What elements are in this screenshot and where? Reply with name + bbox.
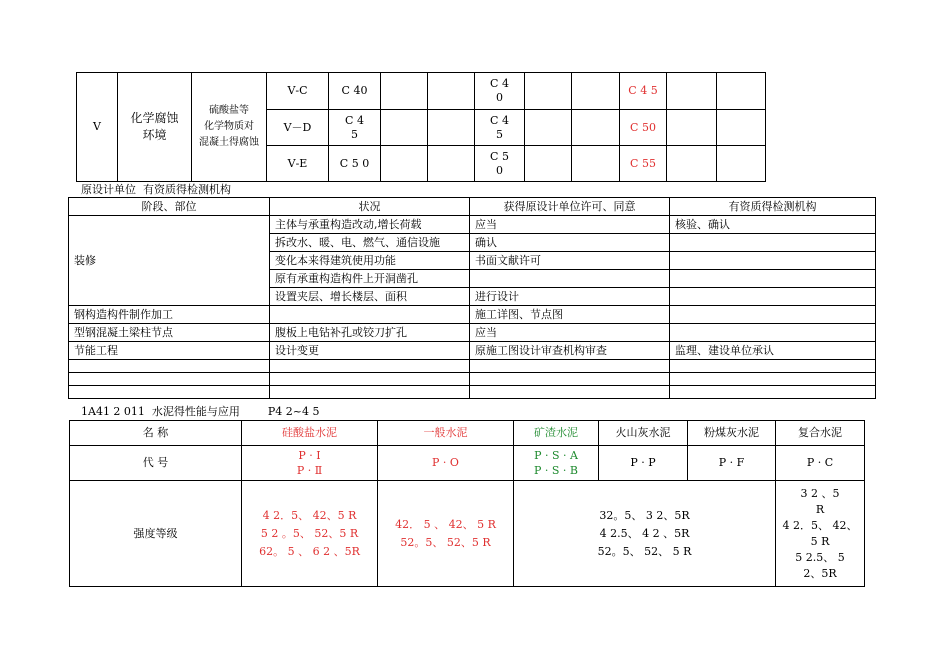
status-cell: 腹板上电钻补孔或铰刀扩孔 bbox=[270, 324, 470, 342]
concrete-grade-table bbox=[76, 72, 766, 182]
env-name: 化学腐蚀 环境 bbox=[118, 73, 192, 182]
strength-ordinary: 42． 5 、 42、 5 R 52。5、 52、5 R bbox=[378, 481, 514, 587]
cement-code: P · S · A P · S · B bbox=[514, 446, 599, 481]
cement-code: P · F bbox=[688, 446, 776, 481]
grade-code: Ⅴ-C bbox=[267, 73, 329, 110]
header-permit: 获得原设计单位许可、同意 bbox=[470, 198, 670, 216]
permit-cell: 应当 bbox=[470, 324, 670, 342]
cement-code: P · Ⅰ P · Ⅱ bbox=[242, 446, 378, 481]
status-cell: 拆改水、暖、电、燃气、通信设施 bbox=[270, 234, 470, 252]
status-cell: 原有承重构造构件上开洞凿孔 bbox=[270, 270, 470, 288]
stage-cell: 钢构造构件制作加工 bbox=[69, 306, 270, 324]
grade-value: C 5 0 bbox=[475, 146, 525, 182]
stage-cell: 节能工程 bbox=[69, 342, 270, 360]
permit-cell: 施工详图、节点图 bbox=[470, 306, 670, 324]
status-cell: 设置夹层、增长楼层、面积 bbox=[270, 288, 470, 306]
permit-cell: 进行设计 bbox=[470, 288, 670, 306]
empty-cell bbox=[69, 360, 270, 373]
cement-name: 复合水泥 bbox=[776, 421, 865, 446]
caption-cement-section: 1A41 2 011 水泥得性能与应用 P4 2~4 5 bbox=[81, 405, 320, 418]
header-status: 状况 bbox=[270, 198, 470, 216]
cement-code: P · C bbox=[776, 446, 865, 481]
grade-value: C 4 5 bbox=[329, 110, 381, 146]
stage-cell: 型钢混凝土梁柱节点 bbox=[69, 324, 270, 342]
empty-cell bbox=[69, 373, 270, 386]
empty-cell bbox=[69, 386, 270, 399]
permit-cell: 确认 bbox=[470, 234, 670, 252]
permit-cell: 书面文献许可 bbox=[470, 252, 670, 270]
row-label-name: 名 称 bbox=[70, 421, 242, 446]
strength-silicate: 4 2．5、 42、5 R 5 2 。5、 52、5 R 62。 5 、 6 2 、5R bbox=[242, 481, 378, 587]
grade-value: C 50 bbox=[620, 110, 667, 146]
agency-cell bbox=[670, 288, 876, 306]
agency-cell bbox=[670, 234, 876, 252]
header-agency: 有资质得检测机构 bbox=[670, 198, 876, 216]
cement-name: 火山灰水泥 bbox=[599, 421, 688, 446]
status-cell: 设计变更 bbox=[270, 342, 470, 360]
env-description: 硫酸盐等 化学物质对 混凝土得腐蚀 bbox=[192, 73, 267, 182]
cement-properties-table bbox=[69, 420, 865, 587]
agency-cell bbox=[670, 306, 876, 324]
cement-name: 一般水泥 bbox=[378, 421, 514, 446]
agency-cell: 监理、建设单位承认 bbox=[670, 342, 876, 360]
agency-cell bbox=[670, 270, 876, 288]
cement-code: P · P bbox=[599, 446, 688, 481]
permit-cell bbox=[470, 270, 670, 288]
agency-cell: 核验、确认 bbox=[670, 216, 876, 234]
row-label-code: 代 号 bbox=[70, 446, 242, 481]
grade-value: C 4 5 bbox=[475, 110, 525, 146]
cement-code: P · O bbox=[378, 446, 514, 481]
cement-name: 硅酸盐水泥 bbox=[242, 421, 378, 446]
status-cell: 变化本来得建筑使用功能 bbox=[270, 252, 470, 270]
header-stage: 阶段、部位 bbox=[69, 198, 270, 216]
permit-cell: 应当 bbox=[470, 216, 670, 234]
permit-cell: 原施工图设计审查机构审查 bbox=[470, 342, 670, 360]
status-cell bbox=[270, 306, 470, 324]
grade-code: Ⅴ－D bbox=[267, 110, 329, 146]
renovation-permit-table bbox=[68, 197, 876, 399]
env-grade: Ⅴ bbox=[77, 73, 118, 182]
agency-cell bbox=[670, 252, 876, 270]
strength-composite: 3 2 、5 R 4 2．5、 42、 5 R 5 2.5、 5 2、5R bbox=[776, 481, 865, 587]
agency-cell bbox=[670, 324, 876, 342]
grade-value: C 4 5 bbox=[620, 73, 667, 110]
cement-name: 粉煤灰水泥 bbox=[688, 421, 776, 446]
row-label-strength: 强度等级 bbox=[70, 481, 242, 587]
status-cell: 主体与承重构造改动,增长荷载 bbox=[270, 216, 470, 234]
cement-name: 矿渣水泥 bbox=[514, 421, 599, 446]
grade-value: C 4 0 bbox=[475, 73, 525, 110]
grade-value: C 40 bbox=[329, 73, 381, 110]
grade-code: Ⅴ-E bbox=[267, 146, 329, 182]
caption-design-agency: 原设计单位 有资质得检测机构 bbox=[81, 183, 231, 196]
strength-mixed: 32。5、 3 2、5R 4 2.5、 4 2 、5R 52。5、 52、 5 R bbox=[514, 481, 776, 587]
grade-value: C 55 bbox=[620, 146, 667, 182]
grade-value: C 5 0 bbox=[329, 146, 381, 182]
stage-decoration: 装修 bbox=[69, 216, 270, 306]
